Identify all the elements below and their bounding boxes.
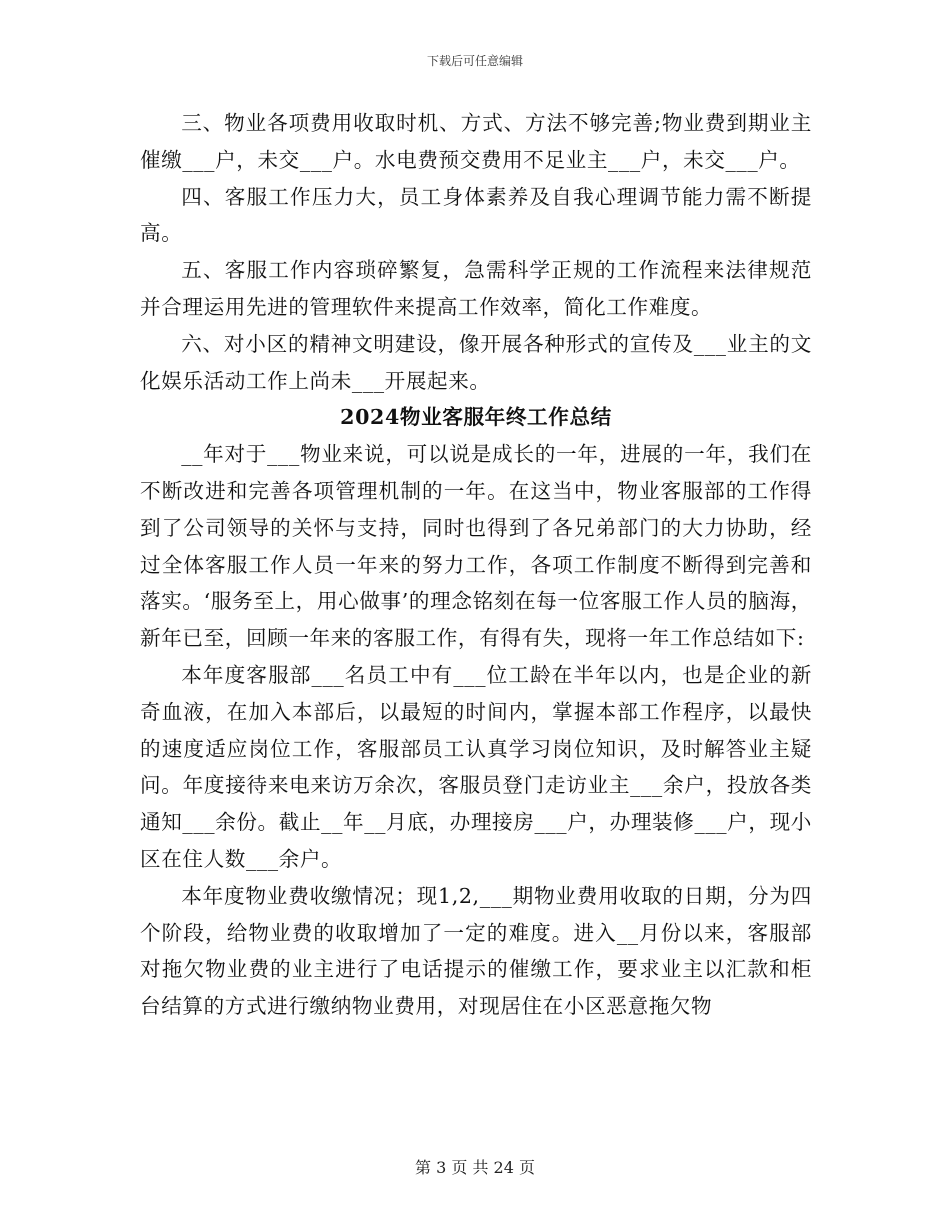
page-number: 第 3 页 共 24 页 [415,1158,535,1177]
section-title: 2024物业客服年终工作总结 [340,405,612,430]
paragraph-3: 三、物业各项费用收取时机、方式、方法不够完善;物业费到期业主催缴___户，未交___户。水电费预交费用不足业主___户，未交___户。 [140,111,812,172]
fee-paragraph: 本年度物业费收缴情况；现1,2,___期物业费用收取的日期，分为四个阶段，给物业费的收取增加了一定的难度。进入__月份以来，客服部对拖欠物业费的业主进行了电话提示的催缴工作，要求业主以汇款和柜台结算的方式进行缴纳物业费用，对现居住在小区恶意拖欠物 [140,883,812,1019]
page-header: 下载后可任意编辑 [426,54,523,68]
paragraph-4: 四、客服工作压力大，员工身体素养及自我心理调节能力需不断提高。 [140,184,812,246]
document-body [140,105,812,1025]
paragraph-6: 六、对小区的精神文明建设，像开展各种形式的宣传及___业主的文化娱乐活动工作上尚未___开展起来。 [140,331,812,393]
intro-paragraph: __年对于___物业来说，可以说是成长的一年，进展的一年，我们在不断改进和完善各项管理机制的一年。在这当中，物业客服部的工作得到了公司领导的关怀与支持，同时也得到了各兄弟部门的大力协助，经过全体客服工作人员一年来的努力工作，各项工作制度不断得到完善和落实。‘服务至上，用心做事’的理念铭刻在每一位客服工作人员的脑海，新年已至，回顾一年来的客服工作，有得有失，现将一年工作总结如下: [140,442,812,651]
paragraph-5: 五、客服工作内容琐碎繁复，急需科学正规的工作流程来法律规范并合理运用先进的管理软件来提高工作效率，简化工作难度。 [140,258,812,319]
staff-paragraph: 本年度客服部___名员工中有___位工龄在半年以内，也是企业的新奇血液，在加入本部后，以最短的时间内，掌握本部工作程序，以最快的速度适应岗位工作，客服部员工认真学习岗位知识，及时解答业主疑问。年度接待来电来访万余次，客服员登门走访业主___余户，投放各类通知___余份。截止__年__月底，办理接房___户，办理装修___户，现小区在住人数___余户。 [140,662,812,871]
